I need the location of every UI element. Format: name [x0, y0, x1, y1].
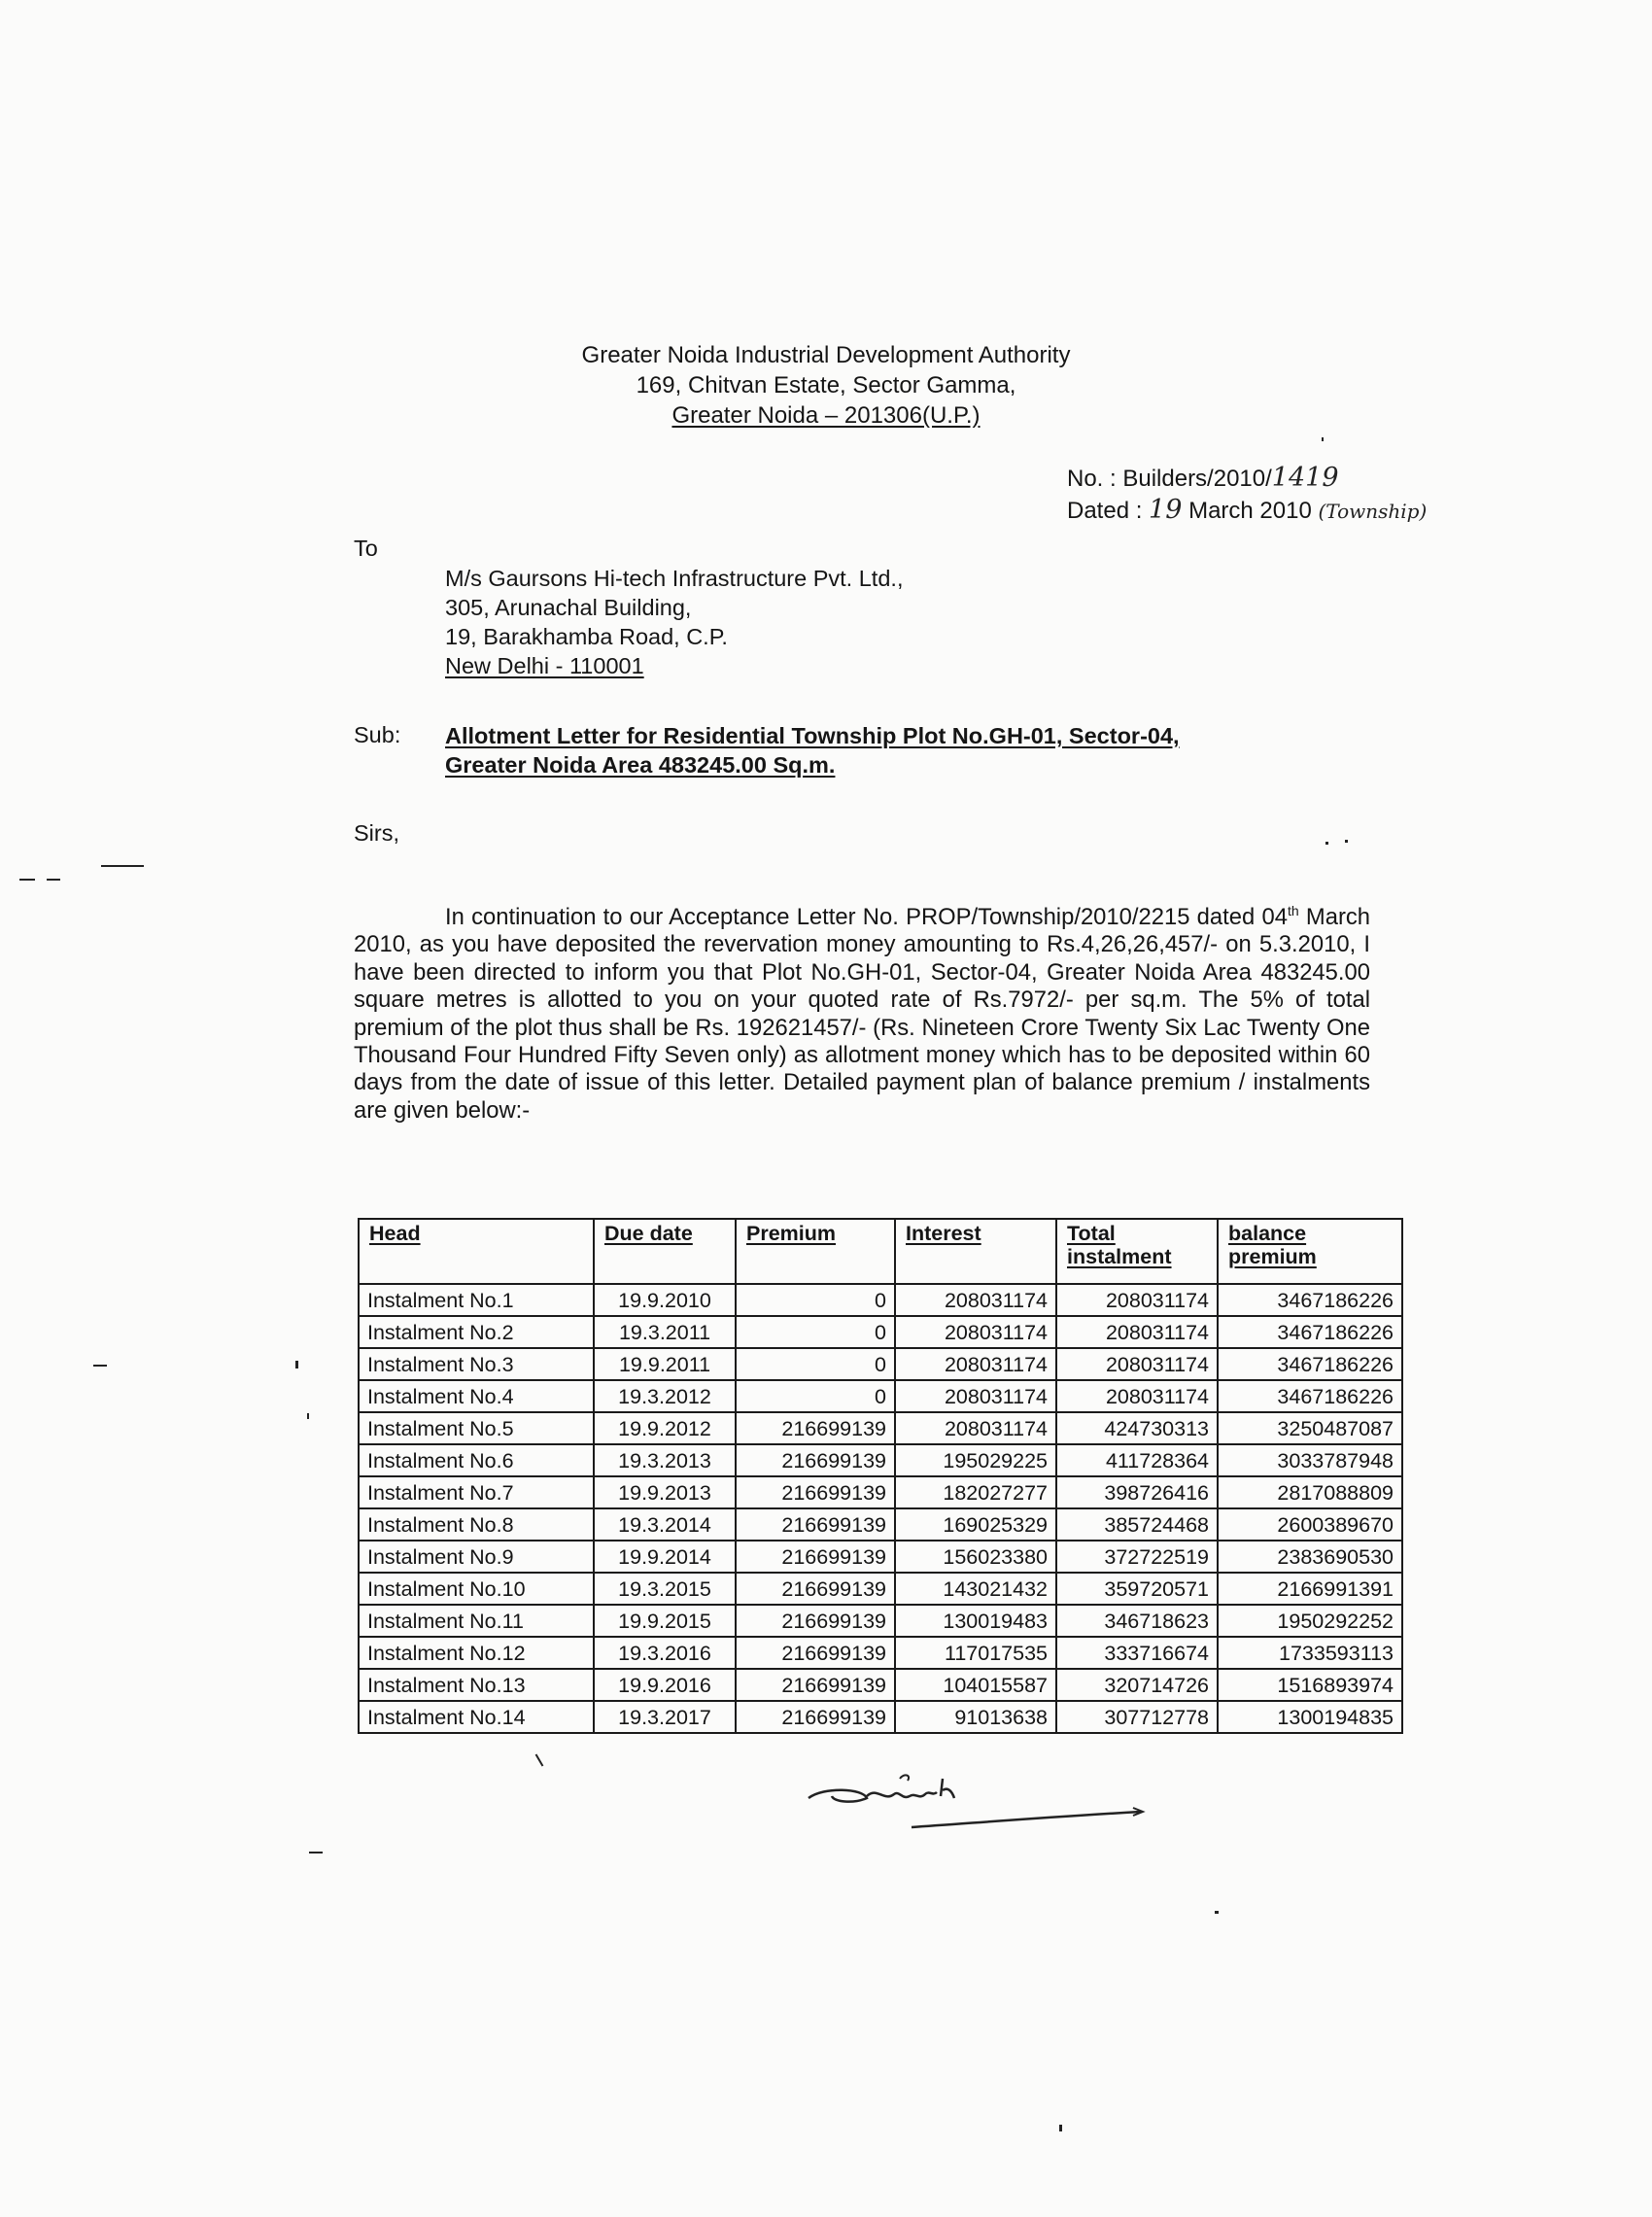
table-cell-balance-premium: 1516893974 [1218, 1669, 1402, 1701]
table-row [359, 1284, 1402, 1316]
table-cell-interest: 130019483 [895, 1605, 1056, 1637]
table-cell-due-date: 19.9.2012 [594, 1412, 736, 1444]
signature [795, 1757, 1164, 1854]
table-cell-premium: 216699139 [736, 1637, 895, 1669]
table-cell-total-instalment: 398726416 [1056, 1476, 1218, 1508]
column-header-interest: Interest [895, 1219, 1056, 1284]
table-cell-premium: 216699139 [736, 1669, 895, 1701]
table-cell-head: Instalment No.8 [359, 1508, 594, 1541]
table-cell-total-instalment: 359720571 [1056, 1573, 1218, 1605]
table-cell-premium: 0 [736, 1316, 895, 1348]
table-row [359, 1476, 1402, 1508]
table-cell-premium: 216699139 [736, 1476, 895, 1508]
to-label: To [354, 536, 378, 561]
table-cell-total-instalment: 320714726 [1056, 1669, 1218, 1701]
authority-city: Greater Noida – 201306(U.P.) [671, 402, 981, 429]
table-cell-balance-premium: 2383690530 [1218, 1541, 1402, 1573]
subject-label: Sub: [354, 722, 401, 747]
authority-address: 169, Chitvan Estate, Sector Gamma, [636, 372, 1016, 398]
scan-mark [1322, 437, 1324, 441]
scan-mark [1059, 2125, 1062, 2131]
table-cell-balance-premium: 1733593113 [1218, 1637, 1402, 1669]
subject-line-2: Greater Noida Area 483245.00 Sq.m. [445, 752, 836, 778]
table-cell-total-instalment: 346718623 [1056, 1605, 1218, 1637]
table-cell-interest: 208031174 [895, 1380, 1056, 1412]
table-row [359, 1573, 1402, 1605]
table-cell-head: Instalment No.5 [359, 1412, 594, 1444]
recipient-road: 19, Barakhamba Road, C.P. [445, 624, 728, 649]
table-cell-interest: 169025329 [895, 1508, 1056, 1541]
table-cell-premium: 0 [736, 1284, 895, 1316]
table-cell-premium: 216699139 [736, 1541, 895, 1573]
table-cell-due-date: 19.3.2012 [594, 1380, 736, 1412]
table-cell-head: Instalment No.7 [359, 1476, 594, 1508]
scan-mark [1325, 842, 1328, 845]
table-cell-due-date: 19.9.2016 [594, 1669, 736, 1701]
table-cell-head: Instalment No.12 [359, 1637, 594, 1669]
recipient-name: M/s Gaursons Hi-tech Infrastructure Pvt. Ltd., [445, 566, 904, 591]
reference-number: No. : Builders/2010/1419 [1067, 463, 1339, 493]
salutation: Sirs, [354, 820, 399, 846]
scan-mark [93, 1365, 107, 1367]
table-cell-balance-premium: 1300194835 [1218, 1701, 1402, 1733]
letterhead [0, 340, 1652, 431]
table-cell-due-date: 19.3.2015 [594, 1573, 736, 1605]
table-row [359, 1412, 1402, 1444]
scan-mark [101, 865, 144, 867]
subject-line-1: Allotment Letter for Residential Township Plot No.GH-01, Sector-04, [445, 723, 1180, 748]
table-row [359, 1701, 1402, 1733]
table-cell-interest: 208031174 [895, 1316, 1056, 1348]
table-row [359, 1605, 1402, 1637]
scan-mark [47, 879, 60, 881]
table-cell-interest: 156023380 [895, 1541, 1056, 1573]
table-cell-premium: 216699139 [736, 1573, 895, 1605]
table-cell-due-date: 19.3.2011 [594, 1316, 736, 1348]
table-cell-due-date: 19.9.2010 [594, 1284, 736, 1316]
table-row [359, 1380, 1402, 1412]
table-row [359, 1508, 1402, 1541]
table-cell-head: Instalment No.3 [359, 1348, 594, 1380]
table-cell-head: Instalment No.4 [359, 1380, 594, 1412]
table-cell-premium: 0 [736, 1348, 895, 1380]
table-cell-balance-premium: 3467186226 [1218, 1380, 1402, 1412]
scan-mark [1345, 840, 1348, 843]
column-header-head: Head [359, 1219, 594, 1284]
table-row [359, 1541, 1402, 1573]
recipient-city: New Delhi - 110001 [445, 653, 644, 678]
table-cell-premium: 216699139 [736, 1444, 895, 1476]
table-row [359, 1316, 1402, 1348]
table-cell-due-date: 19.9.2015 [594, 1605, 736, 1637]
table-cell-head: Instalment No.14 [359, 1701, 594, 1733]
table-cell-balance-premium: 1950292252 [1218, 1605, 1402, 1637]
table-cell-premium: 216699139 [736, 1508, 895, 1541]
table-cell-premium: 0 [736, 1380, 895, 1412]
table-cell-total-instalment: 208031174 [1056, 1348, 1218, 1380]
table-cell-total-instalment: 385724468 [1056, 1508, 1218, 1541]
table-cell-due-date: 19.9.2013 [594, 1476, 736, 1508]
scan-mark [307, 1413, 309, 1419]
scan-mark [535, 1753, 544, 1766]
table-cell-balance-premium: 2817088809 [1218, 1476, 1402, 1508]
table-row [359, 1444, 1402, 1476]
table-cell-total-instalment: 208031174 [1056, 1284, 1218, 1316]
table-cell-head: Instalment No.11 [359, 1605, 594, 1637]
table-cell-total-instalment: 208031174 [1056, 1316, 1218, 1348]
table-cell-due-date: 19.3.2013 [594, 1444, 736, 1476]
column-header-due-date: Due date [594, 1219, 736, 1284]
table-cell-interest: 208031174 [895, 1348, 1056, 1380]
table-cell-premium: 216699139 [736, 1605, 895, 1637]
table-cell-due-date: 19.3.2017 [594, 1701, 736, 1733]
table-cell-balance-premium: 3467186226 [1218, 1348, 1402, 1380]
table-row [359, 1637, 1402, 1669]
recipient-building: 305, Arunachal Building, [445, 595, 692, 620]
table-cell-total-instalment: 424730313 [1056, 1412, 1218, 1444]
reference-block [1067, 463, 1611, 527]
table-cell-total-instalment: 307712778 [1056, 1701, 1218, 1733]
table-cell-balance-premium: 2166991391 [1218, 1573, 1402, 1605]
table-cell-interest: 208031174 [895, 1412, 1056, 1444]
table-cell-interest: 143021432 [895, 1573, 1056, 1605]
table-cell-head: Instalment No.10 [359, 1573, 594, 1605]
column-header-balance-premium: balance premium [1218, 1219, 1402, 1284]
table-cell-interest: 104015587 [895, 1669, 1056, 1701]
column-header-premium: Premium [736, 1219, 895, 1284]
table-cell-interest: 182027277 [895, 1476, 1056, 1508]
table-cell-head: Instalment No.9 [359, 1541, 594, 1573]
table-cell-interest: 208031174 [895, 1284, 1056, 1316]
body-paragraph: In continuation to our Acceptance Letter No. PROP/Township/2010/2215 dated 04th March 2010, as you have deposited the revervation money amounting to Rs.4,26,26,457/- on 5.3.2010, I have been directed to inform you that Plot No.GH-01, Sector-04, Greater Noida Area 483245.00 square metres is allotted to you on your quoted rate of Rs.7972/- per sq.m. The 5% of total premium of the plot thus shall be Rs. 192621457/- (Rs. Nineteen Crore Twenty Six Lac Twenty One Thousand Four Hundred Fifty Seven only) as allotment money which has to be deposited within 60 days from the date of issue of this letter. Detailed payment plan of balance premium / instalments are given below:- [354, 903, 1371, 1124]
table-cell-due-date: 19.9.2014 [594, 1541, 736, 1573]
table-cell-balance-premium: 3033787948 [1218, 1444, 1402, 1476]
table-cell-due-date: 19.9.2011 [594, 1348, 736, 1380]
table-cell-head: Instalment No.1 [359, 1284, 594, 1316]
table-cell-balance-premium: 2600389670 [1218, 1508, 1402, 1541]
table-cell-balance-premium: 3250487087 [1218, 1412, 1402, 1444]
table-cell-balance-premium: 3467186226 [1218, 1284, 1402, 1316]
table-cell-due-date: 19.3.2016 [594, 1637, 736, 1669]
table-cell-interest: 91013638 [895, 1701, 1056, 1733]
table-row [359, 1348, 1402, 1380]
scan-mark [309, 1852, 323, 1853]
payment-plan-table [358, 1218, 1403, 1734]
table-cell-head: Instalment No.6 [359, 1444, 594, 1476]
authority-name: Greater Noida Industrial Development Authority [581, 342, 1071, 368]
table-cell-balance-premium: 3467186226 [1218, 1316, 1402, 1348]
table-cell-premium: 216699139 [736, 1412, 895, 1444]
table-cell-total-instalment: 411728364 [1056, 1444, 1218, 1476]
table-header-row [359, 1219, 1402, 1284]
table-cell-interest: 195029225 [895, 1444, 1056, 1476]
table-cell-interest: 117017535 [895, 1637, 1056, 1669]
table-cell-total-instalment: 208031174 [1056, 1380, 1218, 1412]
reference-date: Dated : 19 March 2010 (Township) [1067, 495, 1428, 525]
table-cell-premium: 216699139 [736, 1701, 895, 1733]
subject-text [445, 721, 1180, 779]
table-cell-head: Instalment No.2 [359, 1316, 594, 1348]
recipient-address [445, 564, 903, 680]
table-cell-total-instalment: 372722519 [1056, 1541, 1218, 1573]
table-cell-total-instalment: 333716674 [1056, 1637, 1218, 1669]
scan-mark [1215, 1911, 1219, 1914]
column-header-total-instalment: Total instalment [1056, 1219, 1218, 1284]
scan-mark [19, 879, 35, 881]
table-row [359, 1669, 1402, 1701]
scan-mark [295, 1361, 298, 1368]
table-cell-due-date: 19.3.2014 [594, 1508, 736, 1541]
table-cell-head: Instalment No.13 [359, 1669, 594, 1701]
